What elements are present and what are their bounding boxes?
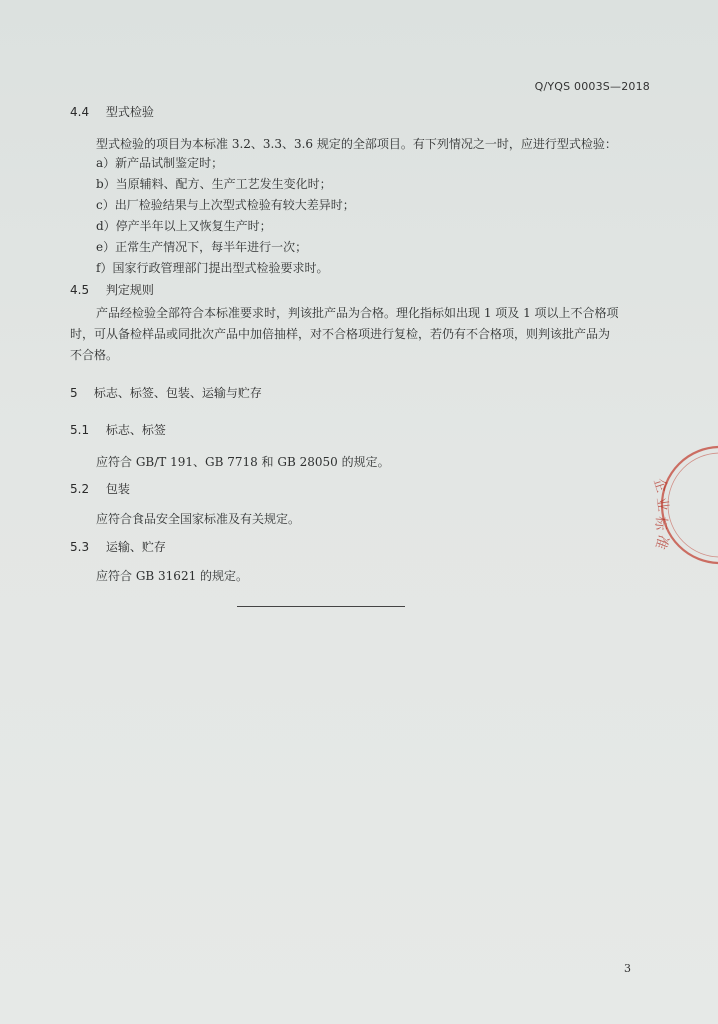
list-item: d）停产半年以上又恢复生产时； <box>96 219 272 233</box>
section-4-5-heading <box>70 281 154 298</box>
page-number: 3 <box>624 962 631 975</box>
section-number: 4.4 <box>70 105 90 119</box>
section-title: 判定规则 <box>105 283 154 297</box>
paragraph-line: 不合格。 <box>70 348 119 362</box>
section-5-2-text: 应符合食品安全国家标准及有关规定。 <box>96 512 301 526</box>
section-title: 包装 <box>105 482 130 496</box>
svg-text:标: 标 <box>651 515 669 531</box>
end-divider <box>237 606 405 607</box>
svg-text:业: 业 <box>653 496 671 513</box>
section-5-3-heading <box>70 538 166 555</box>
section-5-3-text: 应符合 GB 31621 的规定。 <box>96 569 249 583</box>
section-title: 标志、标签、包装、运输与贮存 <box>93 386 262 400</box>
list-item: c）出厂检验结果与上次型式检验有较大差异时； <box>96 198 355 212</box>
svg-text:企: 企 <box>650 476 670 495</box>
section-number: 4.5 <box>70 283 90 297</box>
section-number: 5.1 <box>70 423 90 437</box>
section-title: 运输、贮存 <box>105 540 166 554</box>
section-5-1-text: 应符合 GB/T 191、GB 7718 和 GB 28050 的规定。 <box>96 455 390 469</box>
section-4-4-heading <box>70 103 154 120</box>
company-seal-icon <box>640 440 718 570</box>
list-item: a）新产品试制鉴定时； <box>96 156 224 170</box>
paragraph-line: 产品经检验全部符合本标准要求时，判该批产品为合格。理化指标如出现 1 项及 1 项以上不合格项 <box>96 306 619 320</box>
paragraph-line: 时，可从备检样品或同批次产品中加倍抽样，对不合格项进行复检，若仍有不合格项，则判该批产品为 <box>70 327 611 341</box>
list-item: b）当原辅料、配方、生产工艺发生变化时； <box>96 177 332 191</box>
section-5-heading <box>70 384 262 401</box>
section-number: 5 <box>70 386 78 400</box>
section-number: 5.2 <box>70 482 90 496</box>
document-code: Q/YQS 0003S—2018 <box>534 80 650 93</box>
section-title: 标志、标签 <box>105 423 166 437</box>
svg-text:准: 准 <box>651 532 672 552</box>
section-number: 5.3 <box>70 540 90 554</box>
section-4-4-intro: 型式检验的项目为本标准 3.2、3.3、3.6 规定的全部项目。有下列情况之一时，应进行型式检验： <box>96 137 617 151</box>
list-item: f）国家行政管理部门提出型式检验要求时。 <box>96 261 329 275</box>
section-title: 型式检验 <box>105 105 154 119</box>
section-5-1-heading <box>70 421 166 438</box>
list-item: e）正常生产情况下，每半年进行一次； <box>96 240 308 254</box>
section-5-2-heading <box>70 480 130 497</box>
